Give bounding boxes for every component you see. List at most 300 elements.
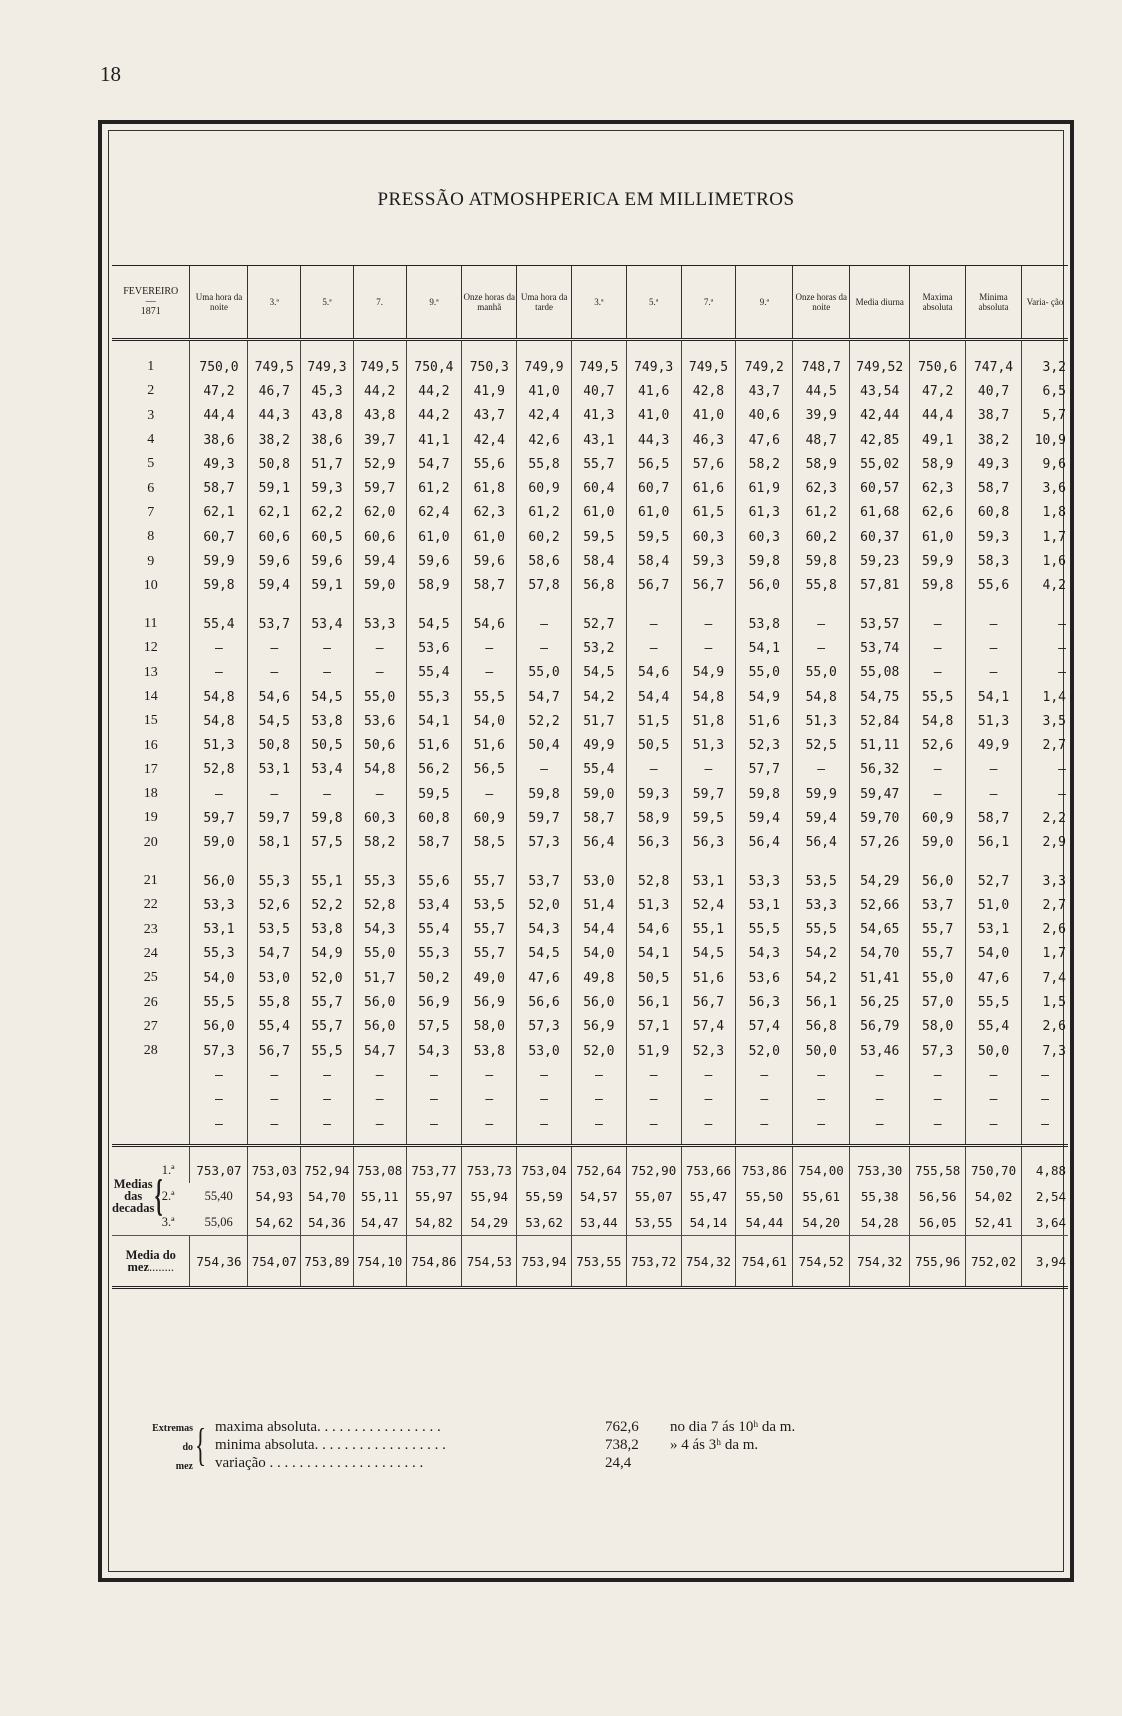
empty-value-cell: — (353, 1112, 406, 1136)
spacer-cell (517, 598, 572, 612)
value-cell: 41,9 (462, 379, 517, 403)
value-cell: 52,8 (190, 758, 248, 782)
spacer-cell (910, 598, 966, 612)
value-cell: 6,5 (1021, 379, 1068, 403)
value-cell: 52,0 (571, 1039, 626, 1063)
value-cell: 61,5 (681, 501, 736, 525)
divider-cell (571, 1136, 626, 1146)
decade-value-cell: 55,07 (626, 1183, 681, 1209)
value-cell: 46,3 (681, 428, 736, 452)
value-cell: 47,2 (910, 379, 966, 403)
value-cell: 55,7 (462, 918, 517, 942)
month-mean-value-cell: 754,86 (406, 1236, 462, 1288)
value-cell: 61,0 (910, 525, 966, 549)
value-cell: 2,9 (1021, 831, 1068, 855)
spacer-cell (1021, 1146, 1068, 1158)
empty-value-cell: — (850, 1088, 910, 1112)
month-mean-value-cell: 755,96 (910, 1236, 966, 1288)
value-cell: 59,5 (571, 525, 626, 549)
spacer-cell (681, 1146, 736, 1158)
value-cell: 2,6 (1021, 1015, 1068, 1039)
value-cell: 59,4 (353, 549, 406, 573)
decade-value-cell: 53,55 (626, 1209, 681, 1236)
column-header: 9.ª (406, 266, 462, 340)
spacer-cell (353, 1146, 406, 1158)
value-cell: 1,5 (1021, 990, 1068, 1014)
value-cell: 54,8 (353, 758, 406, 782)
column-header: 7.ª (681, 266, 736, 340)
value-cell: 39,7 (353, 428, 406, 452)
value-cell: 51,7 (301, 452, 354, 476)
value-cell: 58,0 (462, 1015, 517, 1039)
value-cell: 58,1 (248, 831, 301, 855)
value-cell: 53,3 (190, 893, 248, 917)
decade-value-cell: 54,20 (793, 1209, 850, 1236)
decade-value-cell: 54,29 (462, 1209, 517, 1236)
empty-value-cell: — (462, 1063, 517, 1087)
value-cell: — (353, 661, 406, 685)
value-cell: 53,8 (736, 612, 793, 636)
value-cell: 59,6 (248, 549, 301, 573)
table-row (112, 1015, 1068, 1039)
value-cell: 59,9 (910, 549, 966, 573)
value-cell: 59,8 (736, 782, 793, 806)
value-cell: 55,0 (910, 966, 966, 990)
empty-value-cell: — (301, 1063, 354, 1087)
value-cell: 54,9 (301, 942, 354, 966)
value-cell: — (353, 636, 406, 660)
value-cell: 56,5 (462, 758, 517, 782)
value-cell: 56,3 (681, 831, 736, 855)
value-cell: 60,6 (353, 525, 406, 549)
value-cell: 55,7 (910, 942, 966, 966)
value-cell: 56,8 (571, 574, 626, 598)
decade-label-line: Medias (113, 1177, 153, 1192)
spacer-cell (301, 598, 354, 612)
value-cell: 61,9 (736, 476, 793, 500)
value-cell: 61,0 (571, 501, 626, 525)
value-cell: 59,7 (353, 476, 406, 500)
value-cell: 51,6 (681, 966, 736, 990)
value-cell: 53,1 (190, 918, 248, 942)
value-cell: 53,0 (248, 966, 301, 990)
value-cell: 55,7 (301, 1015, 354, 1039)
empty-value-cell: — (248, 1063, 301, 1087)
value-cell: 53,1 (966, 918, 1022, 942)
value-cell: 44,4 (190, 404, 248, 428)
empty-value-cell: — (301, 1088, 354, 1112)
value-cell: 43,7 (736, 379, 793, 403)
value-cell: 59,8 (301, 806, 354, 830)
empty-value-cell: — (681, 1063, 736, 1087)
value-cell: 55,3 (248, 869, 301, 893)
spacer-cell (681, 598, 736, 612)
value-cell: — (301, 661, 354, 685)
value-cell: 59,9 (190, 549, 248, 573)
spacer-cell (517, 1146, 572, 1158)
divider-cell (850, 1136, 910, 1146)
decade-value-cell: 54,62 (248, 1209, 301, 1236)
decade-row (112, 1157, 1068, 1183)
spacer-cell (517, 855, 572, 869)
value-cell: 56,1 (966, 831, 1022, 855)
value-cell: 54,3 (517, 918, 572, 942)
empty-value-cell: — (850, 1063, 910, 1087)
value-cell: 54,2 (793, 966, 850, 990)
empty-value-cell: — (190, 1112, 248, 1136)
value-cell: 54,8 (910, 709, 966, 733)
value-cell: 50,0 (793, 1039, 850, 1063)
value-cell: 50,8 (248, 733, 301, 757)
value-cell: 749,5 (571, 340, 626, 380)
value-cell: 52,8 (353, 893, 406, 917)
decade-row (112, 1183, 1068, 1209)
value-cell: 57,3 (517, 831, 572, 855)
value-cell: 749,3 (626, 340, 681, 380)
value-cell: 47,6 (517, 966, 572, 990)
value-cell: — (1021, 661, 1068, 685)
empty-value-cell: — (248, 1088, 301, 1112)
decade-value-cell: 752,64 (571, 1157, 626, 1183)
value-cell: 59,0 (353, 574, 406, 598)
value-cell: 51,3 (966, 709, 1022, 733)
table-row (112, 428, 1068, 452)
value-cell: 49,0 (462, 966, 517, 990)
value-cell: — (910, 636, 966, 660)
value-cell: 47,6 (966, 966, 1022, 990)
value-cell: 53,0 (571, 869, 626, 893)
value-cell: 61,6 (681, 476, 736, 500)
empty-value-cell: — (406, 1112, 462, 1136)
empty-day-cell (112, 1088, 190, 1112)
value-cell: 54,1 (626, 942, 681, 966)
value-cell: 55,4 (966, 1015, 1022, 1039)
value-cell: 60,4 (571, 476, 626, 500)
value-cell: 52,6 (910, 733, 966, 757)
value-cell: 54,1 (966, 685, 1022, 709)
value-cell: 59,8 (793, 549, 850, 573)
value-cell: — (301, 782, 354, 806)
decade-value-cell: 753,66 (681, 1157, 736, 1183)
value-cell: — (517, 636, 572, 660)
value-cell: 51,5 (626, 709, 681, 733)
spacer-cell (406, 598, 462, 612)
value-cell: 52,7 (571, 612, 626, 636)
value-cell: 57,6 (681, 452, 736, 476)
value-cell: 58,4 (626, 549, 681, 573)
table-row (112, 476, 1068, 500)
decade-value-cell: 55,59 (517, 1183, 572, 1209)
value-cell: 56,1 (793, 990, 850, 1014)
value-cell: 60,7 (190, 525, 248, 549)
value-cell: 38,7 (966, 404, 1022, 428)
value-cell: 56,5 (626, 452, 681, 476)
spacer-cell (248, 1146, 301, 1158)
value-cell: 41,3 (571, 404, 626, 428)
value-cell: 44,2 (406, 379, 462, 403)
value-cell: 52,3 (681, 1039, 736, 1063)
empty-value-cell: — (793, 1063, 850, 1087)
value-cell: — (301, 636, 354, 660)
value-cell: 40,6 (736, 404, 793, 428)
column-header: 7. (353, 266, 406, 340)
value-cell: 9,6 (1021, 452, 1068, 476)
spacer-cell (966, 598, 1022, 612)
value-cell: 747,4 (966, 340, 1022, 380)
decade-number: 1.ª (161, 1163, 175, 1178)
month-mean-value-cell: 753,72 (626, 1236, 681, 1288)
table-row (112, 733, 1068, 757)
table-row (112, 549, 1068, 573)
value-cell: 55,08 (850, 661, 910, 685)
decade-value-cell: 52,41 (966, 1209, 1022, 1236)
day-cell: 10 (143, 577, 158, 593)
value-cell: 56,8 (793, 1015, 850, 1039)
decade-value-cell: 54,47 (353, 1209, 406, 1236)
decade-number: 2.ª (161, 1189, 175, 1204)
value-cell: 58,0 (910, 1015, 966, 1039)
value-cell: 61,8 (462, 476, 517, 500)
spacer-cell (406, 855, 462, 869)
value-cell: — (1021, 758, 1068, 782)
value-cell: 57,0 (910, 990, 966, 1014)
spacer-row (112, 855, 1068, 869)
value-cell: 55,3 (406, 685, 462, 709)
table-row (112, 452, 1068, 476)
value-cell: 2,2 (1021, 806, 1068, 830)
value-cell: 59,8 (736, 549, 793, 573)
spacer-cell (850, 598, 910, 612)
table-row (112, 806, 1068, 830)
day-cell: 14 (143, 689, 158, 704)
day-cell: 22 (143, 897, 158, 913)
value-cell: 58,7 (571, 806, 626, 830)
value-cell: — (248, 782, 301, 806)
empty-value-cell: — (517, 1088, 572, 1112)
value-cell: 52,9 (353, 452, 406, 476)
decade-row (112, 1209, 1068, 1236)
empty-value-cell: — (793, 1088, 850, 1112)
value-cell: 41,1 (406, 428, 462, 452)
extreme-max-info: no dia 7 ás 10ʰ da m. (670, 1419, 796, 1435)
value-cell: 55,6 (406, 869, 462, 893)
value-cell: 51,6 (736, 709, 793, 733)
value-cell: 54,4 (626, 685, 681, 709)
spacer-cell (793, 1146, 850, 1158)
value-cell: 42,6 (517, 428, 572, 452)
decade-value-cell: 753,77 (406, 1157, 462, 1183)
empty-value-cell: — (1021, 1088, 1068, 1112)
value-cell: — (626, 636, 681, 660)
value-cell: 54,8 (793, 685, 850, 709)
value-cell: 51,3 (681, 733, 736, 757)
value-cell: 43,1 (571, 428, 626, 452)
month-mean-value-cell: 754,07 (248, 1236, 301, 1288)
table-row (112, 525, 1068, 549)
value-cell: 2,6 (1021, 918, 1068, 942)
value-cell: 41,0 (681, 404, 736, 428)
decade-label-text (112, 1178, 154, 1214)
column-header: Maxima absoluta (910, 266, 966, 340)
value-cell: — (793, 612, 850, 636)
decade-value-cell: 753,73 (462, 1157, 517, 1183)
value-cell: 59,0 (910, 831, 966, 855)
value-cell: 50,6 (353, 733, 406, 757)
table-frame-inner (108, 130, 1064, 1572)
value-cell: 55,4 (190, 612, 248, 636)
decade-value-cell: 55,38 (850, 1183, 910, 1209)
month-mean-row (112, 1236, 1068, 1288)
month-mean-value-cell: 754,61 (736, 1236, 793, 1288)
value-cell: 55,7 (910, 918, 966, 942)
value-cell: 10,9 (1021, 428, 1068, 452)
value-cell: — (1021, 636, 1068, 660)
column-header: 3.ª (248, 266, 301, 340)
value-cell: 59,9 (793, 782, 850, 806)
extreme-min-value: 738,2 (605, 1437, 639, 1453)
value-cell: 53,5 (793, 869, 850, 893)
extreme-variation-value: 24,4 (605, 1455, 632, 1471)
value-cell: 55,0 (736, 661, 793, 685)
value-cell: 7,4 (1021, 966, 1068, 990)
spacer-cell (112, 855, 190, 869)
page-number: 18 (100, 62, 121, 86)
value-cell: 52,5 (793, 733, 850, 757)
pressure-table (112, 265, 1068, 1289)
month-mean-label (112, 1236, 190, 1288)
value-cell: 7,3 (1021, 1039, 1068, 1063)
day-cell: 11 (144, 616, 158, 632)
decade-value-cell: 4,88 (1021, 1157, 1068, 1183)
decade-value-cell: 55,11 (353, 1183, 406, 1209)
table-row (112, 612, 1068, 636)
value-cell: 58,7 (966, 476, 1022, 500)
value-cell: — (793, 758, 850, 782)
value-cell: 750,0 (190, 340, 248, 380)
value-cell: 44,2 (406, 404, 462, 428)
value-cell: 58,4 (571, 549, 626, 573)
value-cell: 57,3 (910, 1039, 966, 1063)
value-cell: 53,1 (681, 869, 736, 893)
spacer-cell (736, 855, 793, 869)
decade-value-cell: 753,03 (248, 1157, 301, 1183)
value-cell: 54,0 (190, 966, 248, 990)
value-cell: 49,8 (571, 966, 626, 990)
day-cell: 9 (147, 553, 155, 569)
value-cell: 52,2 (517, 709, 572, 733)
table-row (112, 831, 1068, 855)
month-mean-label-mez: mez (127, 1260, 149, 1275)
value-cell: 59,6 (406, 549, 462, 573)
value-cell: 47,6 (736, 428, 793, 452)
value-cell: 58,6 (517, 549, 572, 573)
month-mean-value-cell: 3,94 (1021, 1236, 1068, 1288)
decade-value-cell: 56,05 (910, 1209, 966, 1236)
spacer-cell (626, 598, 681, 612)
value-cell: 55,7 (301, 990, 354, 1014)
month-mean-value-cell: 752,02 (966, 1236, 1022, 1288)
value-cell: 52,6 (248, 893, 301, 917)
divider-cell (1021, 1136, 1068, 1146)
value-cell: 62,6 (910, 501, 966, 525)
value-cell: 55,4 (571, 758, 626, 782)
day-cell: 20 (143, 834, 158, 850)
value-cell: 51,3 (190, 733, 248, 757)
value-cell: 53,2 (571, 636, 626, 660)
value-cell: — (462, 782, 517, 806)
value-cell: 59,5 (406, 782, 462, 806)
value-cell: 53,74 (850, 636, 910, 660)
spacer-cell (406, 1146, 462, 1158)
value-cell: 56,4 (793, 831, 850, 855)
value-cell: 53,5 (462, 893, 517, 917)
table-row (112, 966, 1068, 990)
value-cell: 58,7 (462, 574, 517, 598)
extremes-label-line-1: Extremas (152, 1423, 193, 1434)
value-cell: 44,5 (793, 379, 850, 403)
value-cell: 749,5 (248, 340, 301, 380)
divider-cell (626, 1136, 681, 1146)
value-cell: 55,4 (248, 1015, 301, 1039)
empty-row (112, 1112, 1068, 1136)
value-cell: 55,0 (353, 942, 406, 966)
divider-cell (462, 1136, 517, 1146)
spacer-cell (850, 1146, 910, 1158)
table-row (112, 782, 1068, 806)
value-cell: 44,3 (248, 404, 301, 428)
value-cell: 55,8 (793, 574, 850, 598)
value-cell: — (517, 758, 572, 782)
value-cell: 51,7 (571, 709, 626, 733)
value-cell: 59,1 (301, 574, 354, 598)
value-cell: 52,4 (681, 893, 736, 917)
value-cell: 54,2 (571, 685, 626, 709)
value-cell: 56,79 (850, 1015, 910, 1039)
empty-value-cell: — (517, 1112, 572, 1136)
day-cell: 15 (143, 713, 158, 729)
value-cell: 59,6 (462, 549, 517, 573)
decade-value-cell: 754,00 (793, 1157, 850, 1183)
decade-number: 3.ª (161, 1215, 175, 1230)
value-cell: 60,7 (626, 476, 681, 500)
spacer-cell (248, 598, 301, 612)
extreme-min-label: minima absoluta. . . . . . . . . . . . . . . . . . (215, 1437, 446, 1453)
value-cell: — (1021, 612, 1068, 636)
value-cell: 38,6 (301, 428, 354, 452)
value-cell: 49,3 (190, 452, 248, 476)
decade-value-cell: 3,64 (1021, 1209, 1068, 1236)
value-cell: 55,5 (910, 685, 966, 709)
table-body (112, 340, 1068, 1288)
value-cell: 62,1 (248, 501, 301, 525)
value-cell: 59,8 (910, 574, 966, 598)
extreme-max-label: maxima absoluta. . . . . . . . . . . . . . . . . (215, 1419, 441, 1435)
divider-cell (793, 1136, 850, 1146)
value-cell: 48,7 (793, 428, 850, 452)
column-header: Onze horas da manhã (462, 266, 517, 340)
value-cell: 55,0 (793, 661, 850, 685)
empty-value-cell: — (248, 1112, 301, 1136)
value-cell: 41,0 (517, 379, 572, 403)
empty-value-cell: — (736, 1063, 793, 1087)
spacer-cell (850, 855, 910, 869)
value-cell: 55,1 (301, 869, 354, 893)
value-cell: 2,7 (1021, 893, 1068, 917)
spacer-cell (462, 1146, 517, 1158)
value-cell: — (910, 758, 966, 782)
value-cell: 55,5 (301, 1039, 354, 1063)
value-cell: 59,5 (681, 806, 736, 830)
